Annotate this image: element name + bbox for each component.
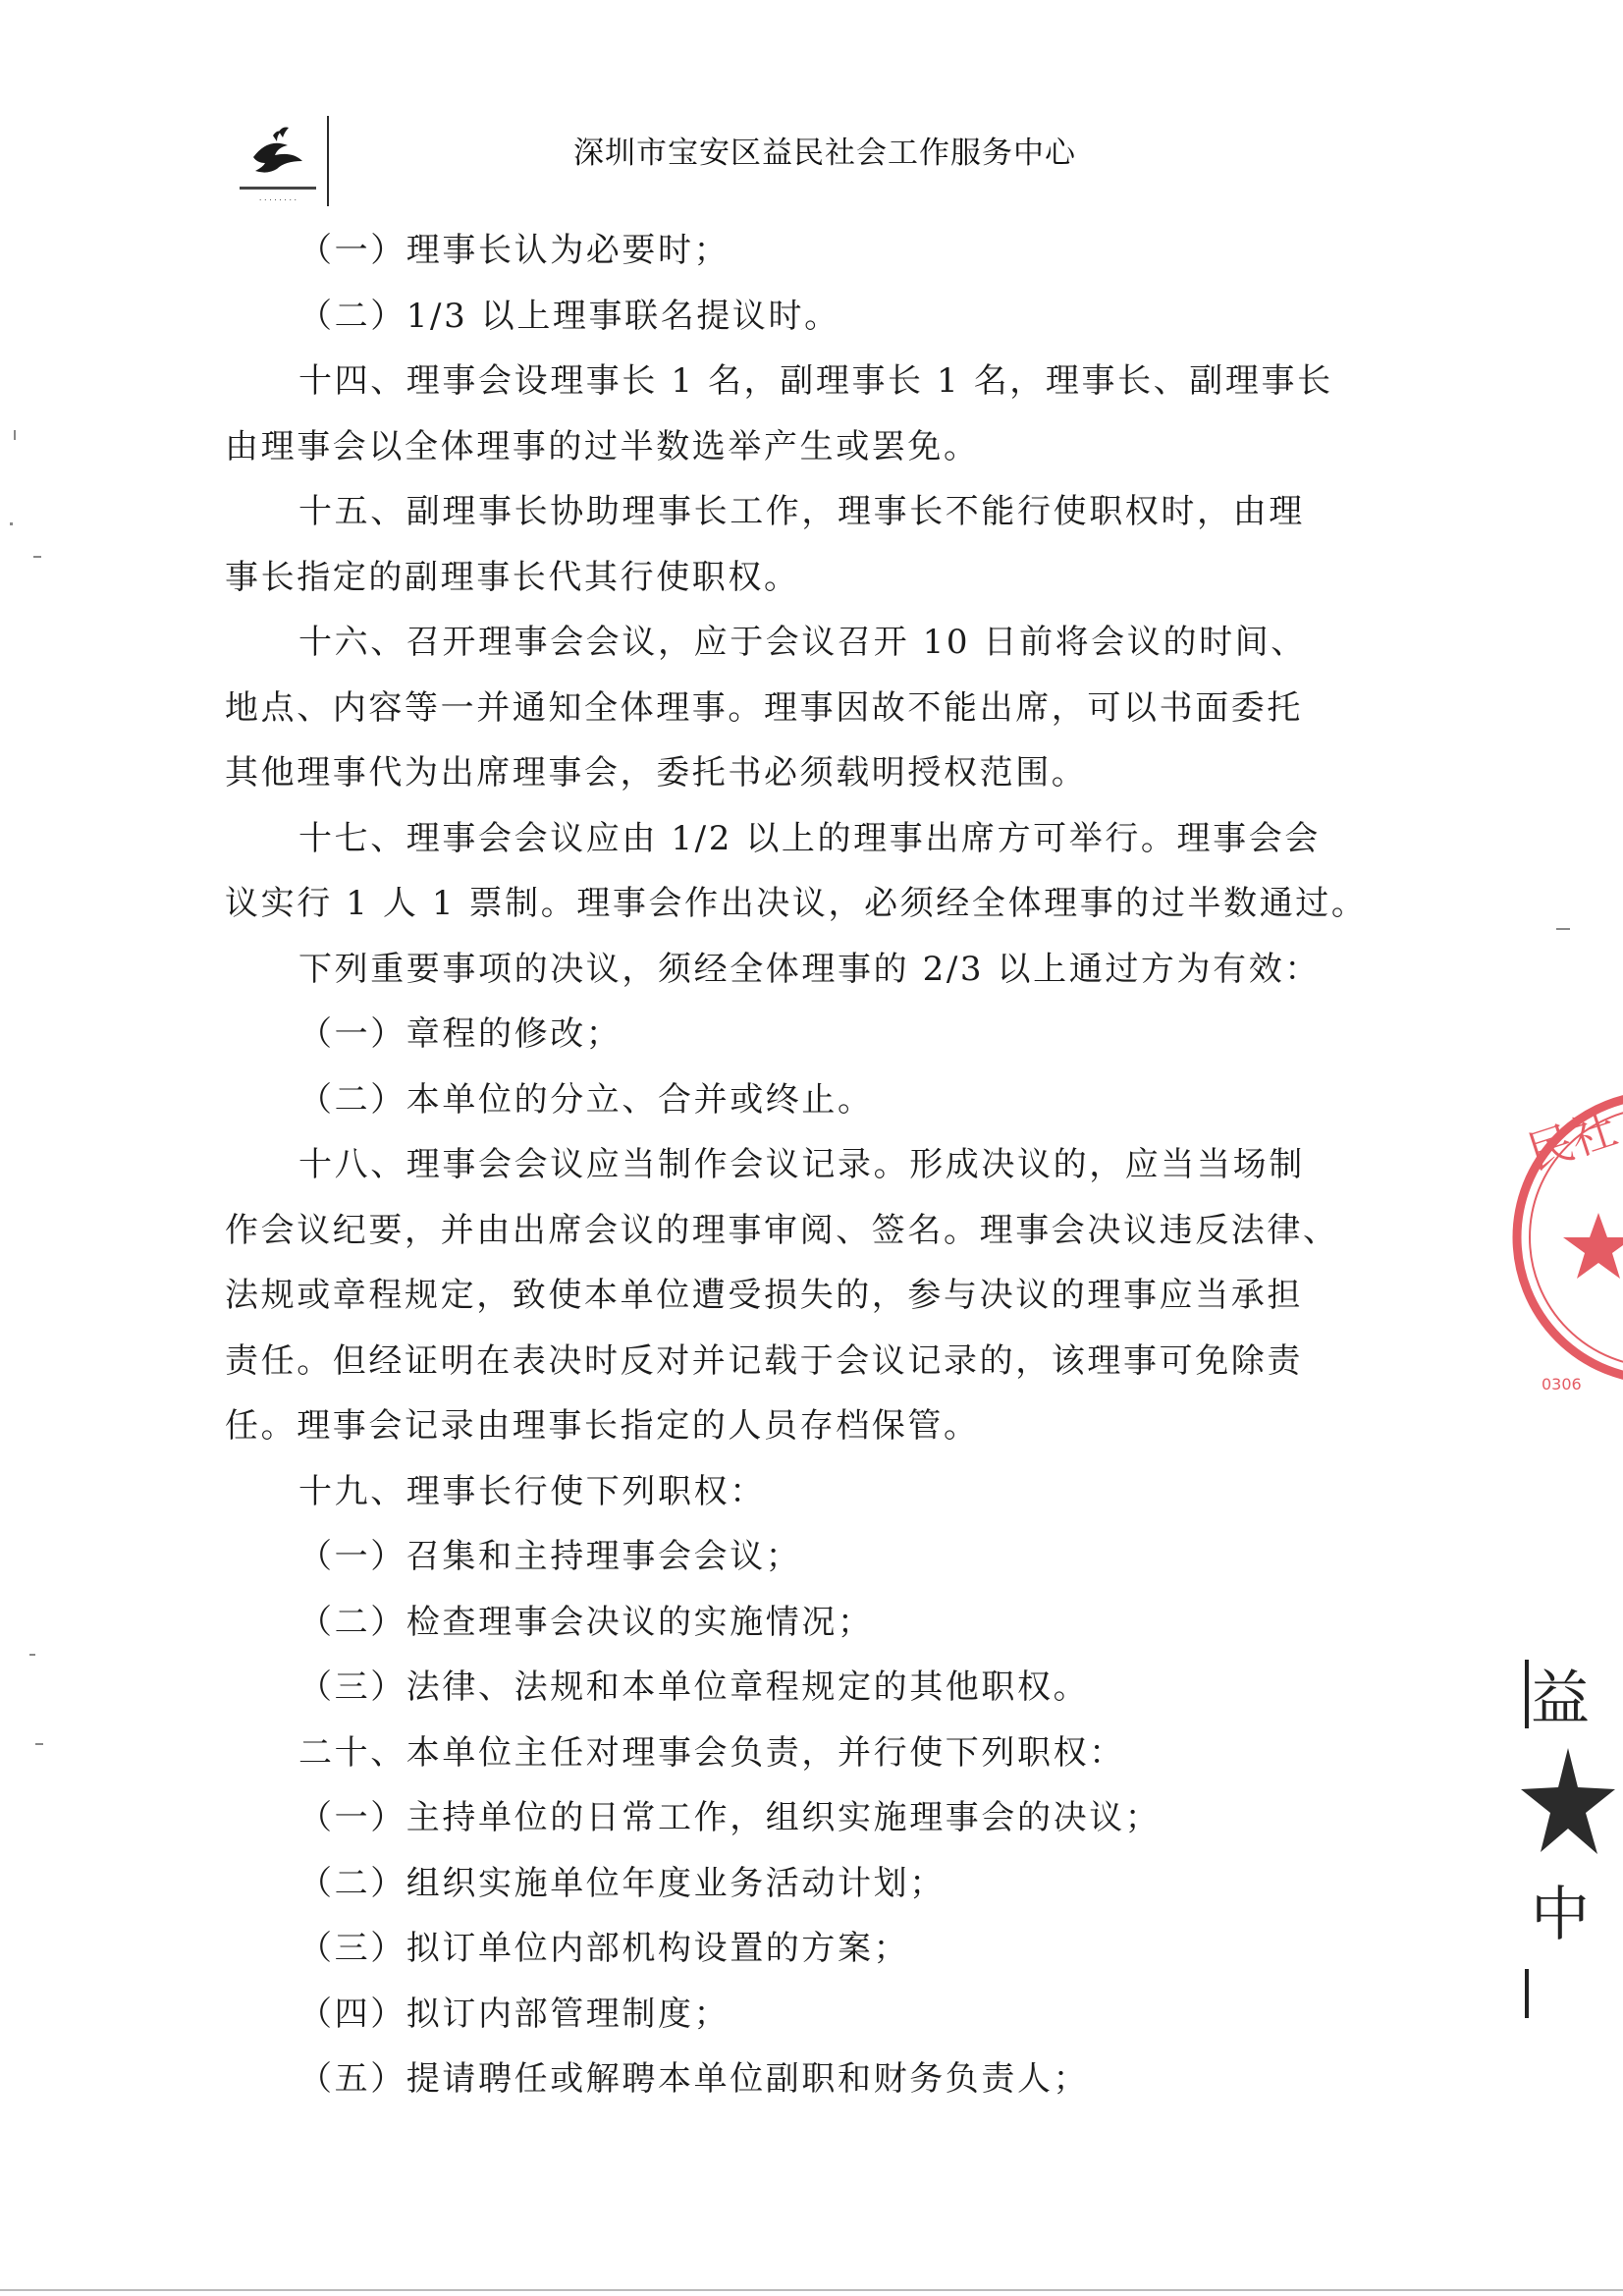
text-line: 地点、内容等一并通知全体理事。理事因故不能出席，可以书面委托 bbox=[225, 687, 1303, 728]
text-line: （一）主持单位的日常工作，组织实施理事会的决议； bbox=[298, 1798, 1162, 1837]
text-line: 十八、理事会会议应当制作会议记录。形成决议的，应当当场制 bbox=[298, 1145, 1305, 1184]
text-line: （一）召集和主持理事会会议； bbox=[298, 1537, 802, 1576]
seal-code: 0306 bbox=[1542, 1375, 1582, 1394]
official-seal-fragment-top bbox=[1512, 1070, 1623, 1404]
page-header bbox=[0, 0, 1623, 216]
organization-name: 深圳市宝安区益民社会工作服务中心 bbox=[573, 136, 1076, 171]
text-line: 下列重要事项的决议，须经全体理事的 2/3 以上通过方为有效： bbox=[298, 949, 1321, 989]
scan-speck bbox=[1556, 928, 1570, 930]
seal-text-top: 民社 bbox=[1521, 1101, 1623, 1180]
text-line: （一）章程的修改； bbox=[298, 1014, 622, 1054]
text-line: 作会议纪要，并由出席会议的理事审阅、签名。理事会决议违反法律、 bbox=[225, 1210, 1339, 1250]
text-line: 责任。但经证明在表决时反对并记载于会议记录的，该理事可免除责 bbox=[225, 1340, 1303, 1381]
text-line: 由理事会以全体理事的过半数选举产生或罢免。 bbox=[225, 426, 980, 466]
text-line: （二）检查理事会决议的实施情况； bbox=[298, 1602, 874, 1642]
scan-speck bbox=[10, 522, 13, 525]
text-line: 事长指定的副理事长代其行使职权。 bbox=[225, 557, 800, 597]
text-line: （一）理事长认为必要时； bbox=[298, 231, 730, 270]
text-line: （三）法律、法规和本单位章程规定的其他职权。 bbox=[298, 1667, 1090, 1707]
scan-speck bbox=[33, 556, 41, 558]
scan-edge-line bbox=[0, 2289, 1623, 2291]
seal-text-bottom-1: 益 bbox=[1531, 1665, 1590, 1733]
text-line: 任。理事会记录由理事长指定的人员存档保管。 bbox=[225, 1406, 980, 1446]
text-line: 十七、理事会会议应由 1/2 以上的理事出席方可举行。理事会会 bbox=[298, 818, 1321, 858]
header-divider bbox=[327, 116, 329, 206]
official-seal-fragment-bottom bbox=[1517, 1611, 1623, 2023]
text-line: 法规或章程规定，致使本单位遭受损失的，参与决议的理事应当承担 bbox=[225, 1276, 1303, 1315]
scan-speck bbox=[14, 430, 16, 440]
text-line: 其他理事代为出席理事会，委托书必须载明授权范围。 bbox=[225, 753, 1088, 793]
text-line: 十五、副理事长协助理事长工作，理事长不能行使职权时，由理 bbox=[298, 492, 1305, 531]
seal-text-bottom-2: 中 bbox=[1531, 1881, 1590, 1949]
svg-text:. . . . . . . .: . . . . . . . . bbox=[258, 193, 298, 202]
text-line: 二十、本单位主任对理事会负责，并行使下列职权： bbox=[298, 1732, 1125, 1773]
organization-logo-icon bbox=[234, 118, 322, 206]
text-line: （五）提请聘任或解聘本单位副职和财务负责人； bbox=[298, 2059, 1090, 2099]
text-line: （二）1/3 以上理事联名提议时。 bbox=[298, 296, 840, 336]
text-line: 十六、召开理事会会议，应于会议召开 10 日前将会议的时间、 bbox=[298, 623, 1307, 662]
text-line: （四）拟订内部管理制度； bbox=[298, 1994, 730, 2034]
text-line: 十四、理事会设理事长 1 名，副理事长 1 名，理事长、副理事长 bbox=[298, 361, 1333, 401]
text-line: （二）组织实施单位年度业务活动计划； bbox=[298, 1863, 946, 1903]
scan-speck bbox=[35, 1743, 43, 1745]
document-body bbox=[225, 218, 1368, 2112]
text-line: 十九、理事长行使下列职权： bbox=[298, 1471, 766, 1511]
scan-speck bbox=[29, 1654, 35, 1656]
text-line: （三）拟订单位内部机构设置的方案； bbox=[298, 1929, 910, 1968]
text-line: 议实行 1 人 1 票制。理事会作出决议，必须经全体理事的过半数通过。 bbox=[225, 884, 1368, 923]
text-line: （二）本单位的分立、合并或终止。 bbox=[298, 1079, 874, 1120]
